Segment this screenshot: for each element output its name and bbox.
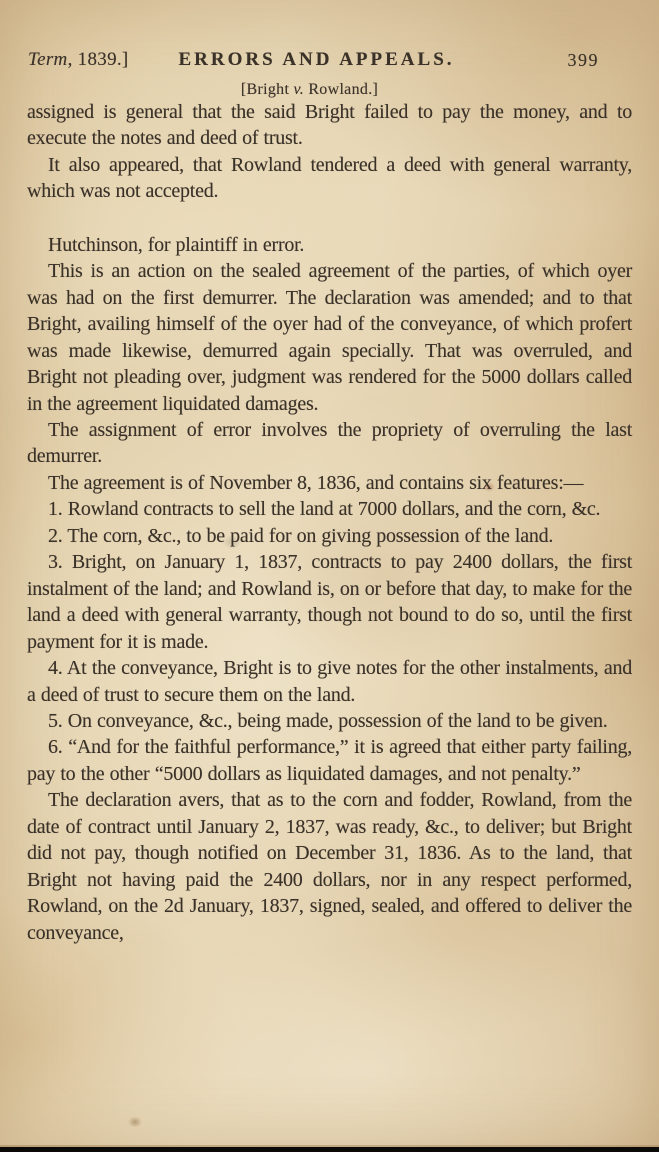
caption-open: [Bright — [240, 81, 294, 98]
paragraph: It also appeared, that Rowland tendered a deed with general warranty, which was not accepted. — [27, 153, 632, 203]
paragraph: The agreement is of November 8, 1836, and contains six features:— — [48, 471, 584, 494]
term-italic: Term — [28, 49, 68, 70]
paragraph-item-5: 5. On conveyance, &c., being made, possession of the land to be given. — [48, 709, 608, 732]
page-number: 399 — [567, 50, 599, 70]
paragraph-item-6: 6. “And for the faithful performance,” it is agreed that either party failing, pay to the other “5000 dollars as liquidated damages, and not penalty.” — [27, 736, 632, 785]
paragraph: This is an action on the sealed agreement of the parties, of which oyer was had on the first demurrer. The declaration was amended; and to that Bright, availing himself of the oyer had of the conveyance, of which profert was made likewise, demurred again specially. That was overruled, and Bright not pleading over, judgment was rendered for the 5000 dollars called in the agreement liquidated damages. — [27, 260, 632, 415]
paragraph-counsel: Hutchinson, for plaintiff in error. — [48, 233, 305, 256]
paragraph: assigned is general that the said Bright failed to pay the money, and to execute the notes and deed of trust. — [27, 101, 632, 150]
caption-close: Rowland.] — [304, 81, 379, 98]
paragraph-item-3: 3. Bright, on January 1, 1837, contracts to pay 2400 dollars, the first instalment of the land; and Rowland is, on or before that day, to make for the land a deed with general warranty, though not bound to do so, until the first payment for it is made. — [27, 551, 632, 653]
case-caption — [0, 81, 659, 99]
paragraph-item-4: 4. At the conveyance, Bright is to give notes for the other instalments, and a deed of trust to secure them on the land. — [27, 657, 632, 706]
page-body — [27, 99, 632, 946]
paragraph: The assignment of error involves the propriety of overruling the last demurrer. — [27, 418, 632, 468]
caption-versus: v. — [293, 81, 305, 98]
paragraph-item-2: 2. The corn, &c., to be paid for on giving possession of the land. — [48, 524, 554, 547]
paragraph: The declaration avers, that as to the corn and fodder, Rowland, from the date of contract until January 2, 1837, was ready, &c., to deliver; but Bright did not pay, though notified on December 31, 1836. As to the land, that Bright not having paid the 2400 dollars, nor in any respect performed, Rowland, on the 2d January, 1837, signed, sealed, and offered to deliver the conveyance, — [27, 789, 632, 944]
page-title: ERRORS AND APPEALS. — [178, 49, 455, 70]
running-head — [27, 49, 632, 75]
term-rest: , 1839.] — [67, 49, 129, 70]
paragraph-item-1: 1. Rowland contracts to sell the land at 7000 dollars, and the corn, &c. — [48, 498, 601, 521]
scan-edge-bar — [0, 1147, 659, 1152]
